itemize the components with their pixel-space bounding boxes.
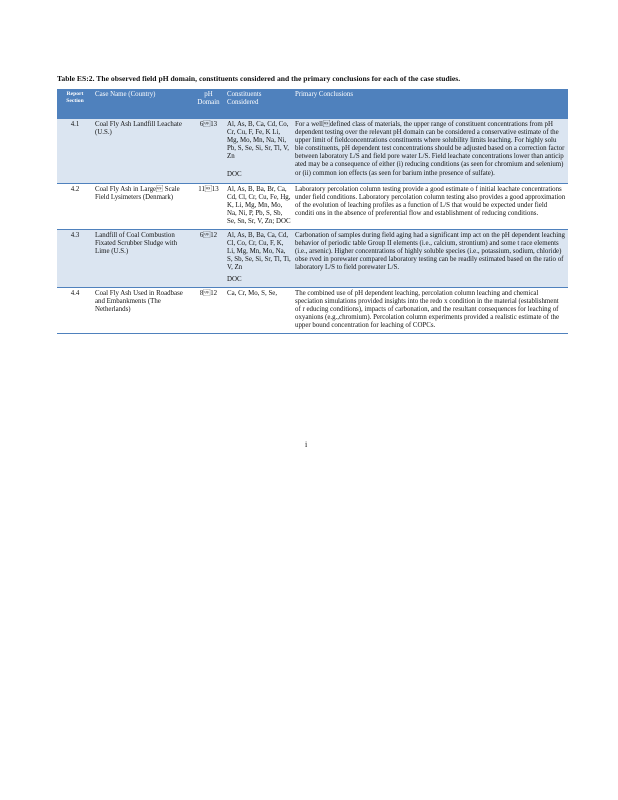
cell-section: 4.3 [57, 230, 93, 288]
cell-ph-domain: 11 13 [192, 183, 225, 229]
cell-ph-domain: 8 12 [192, 287, 225, 333]
cell-constituents [225, 230, 293, 288]
cell-conclusions: For a well defined class of materials, the upper range of constituent concentrations from pH dependent testing over the relevant pH domain can be considered a conservative estimate of the upper limit of fieldconcentrations constituents where solubility limits leaching. For highly solu ble constituents, pH dependent test concentrations should be adjusted based on a correction factor between laboratory L/S and field pore water L/S. Field leachate concentrations lower than anticip ated may be a consequence of either (i) reducing conditions (as seen for chromium and selenium) or (ii) common ion effects (as seen for barium inthe presence of sulfate). [293, 119, 568, 183]
table-row [57, 183, 568, 229]
header-conclusions: Primary Conclusions [293, 89, 568, 119]
cell-conclusions: Laboratory percolation column testing provide a good estimate o f initial leachate concentrations under field conditions. Laboratory percolation column testing also provides a good approximation of the evolution of leaching profiles as a function of L/S that would be expected under field conditi ons in the absence of preferential flow and establishment of reducing conditions. [293, 183, 568, 229]
constituents-list: Al, As, B, Ba, Ca, Cd, Cl, Co, Cr, Cu, F, K, Li, Mg, Mn, Mo, Na, S, Sb, Se, Si, Sr, Tl, Ti, V, Zn [227, 232, 291, 272]
cell-case-name: Coal Fly Ash in Large Scale Field Lysimeters (Denmark) [93, 183, 192, 229]
table-row [57, 230, 568, 288]
header-case-name: Case Name (Country) [93, 89, 192, 119]
cell-constituents [225, 287, 293, 333]
case-studies-table [57, 89, 568, 334]
cell-section: 4.1 [57, 119, 93, 183]
constituents-doc: DOC [227, 171, 242, 179]
cell-case-name: Landfill of Coal Combustion Fixated Scrubber Sludge with Lime (U.S.) [93, 230, 192, 288]
cell-conclusions: Carbonation of samples during field aging had a significant imp act on the pH dependent leaching behavior of periodic table Group II elements (i.e., calcium, strontium) and some t race elements (i.e., arsenic). Higher concentrations of highly soluble species (i.e., potassium, sodium, chloride) obse rved in porewater compared laboratory testing can be readily estimated based on the ratio of laboratory L/S to field porewater L/S. [293, 230, 568, 288]
cell-section: 4.4 [57, 287, 93, 333]
table-row [57, 119, 568, 183]
cell-case-name: Coal Fly Ash Used in Roadbase and Embankments (The Netherlands) [93, 287, 192, 333]
table-caption: Table ES:2. The observed field pH domain, constituents considered and the primary conclusions for each of the case studies. [57, 74, 461, 83]
cell-ph-domain: 6 13 [192, 119, 225, 183]
cell-case-name: Coal Fly Ash Landfill Leachate (U.S.) [93, 119, 192, 183]
header-ph-domain: pH Domain [192, 89, 225, 119]
table-header-row [57, 89, 568, 119]
constituents-list: Al, As, B, Ca, Cd, Co, Cr, Cu, F, Fe, K Li, Mg, Mo, Mn, Na, Ni, Pb, S, Se, Si, Sr, Tl, V, Zn [227, 121, 289, 161]
header-constituents: Constituents Considered [225, 89, 293, 119]
cell-constituents [225, 183, 293, 229]
table-row [57, 287, 568, 333]
header-report-section: Report Section [57, 89, 93, 119]
constituents-list: Ca, Cr, Mo, S, Se, [227, 289, 278, 297]
page-number: i [305, 440, 308, 449]
cell-constituents [225, 119, 293, 183]
cell-ph-domain: 6 12 [192, 230, 225, 288]
constituents-list: Al, As, B, Ba, Br, Ca, Cd, Cl, Cr, Cu, Fe, Hg, K, Li, Mg, Mn, Mo, Na, Ni, P, Pb, S, Sb, Se, Sn, Sr, V, Zn; DOC [227, 185, 291, 225]
cell-conclusions: The combined use of pH dependent leaching, percolation column leaching and chemical speciation simulations provided insights into the redo x condition in the material (establishment of r educing conditions), impacts of carbonation, and the resultant consequences for leaching of oxyanions (e.g.,chromium). Percolation column experiments provided a realistic estimate of the upper bound concentration for leaching of COPCs. [293, 287, 568, 333]
cell-section: 4.2 [57, 183, 93, 229]
constituents-doc: DOC [227, 275, 242, 283]
